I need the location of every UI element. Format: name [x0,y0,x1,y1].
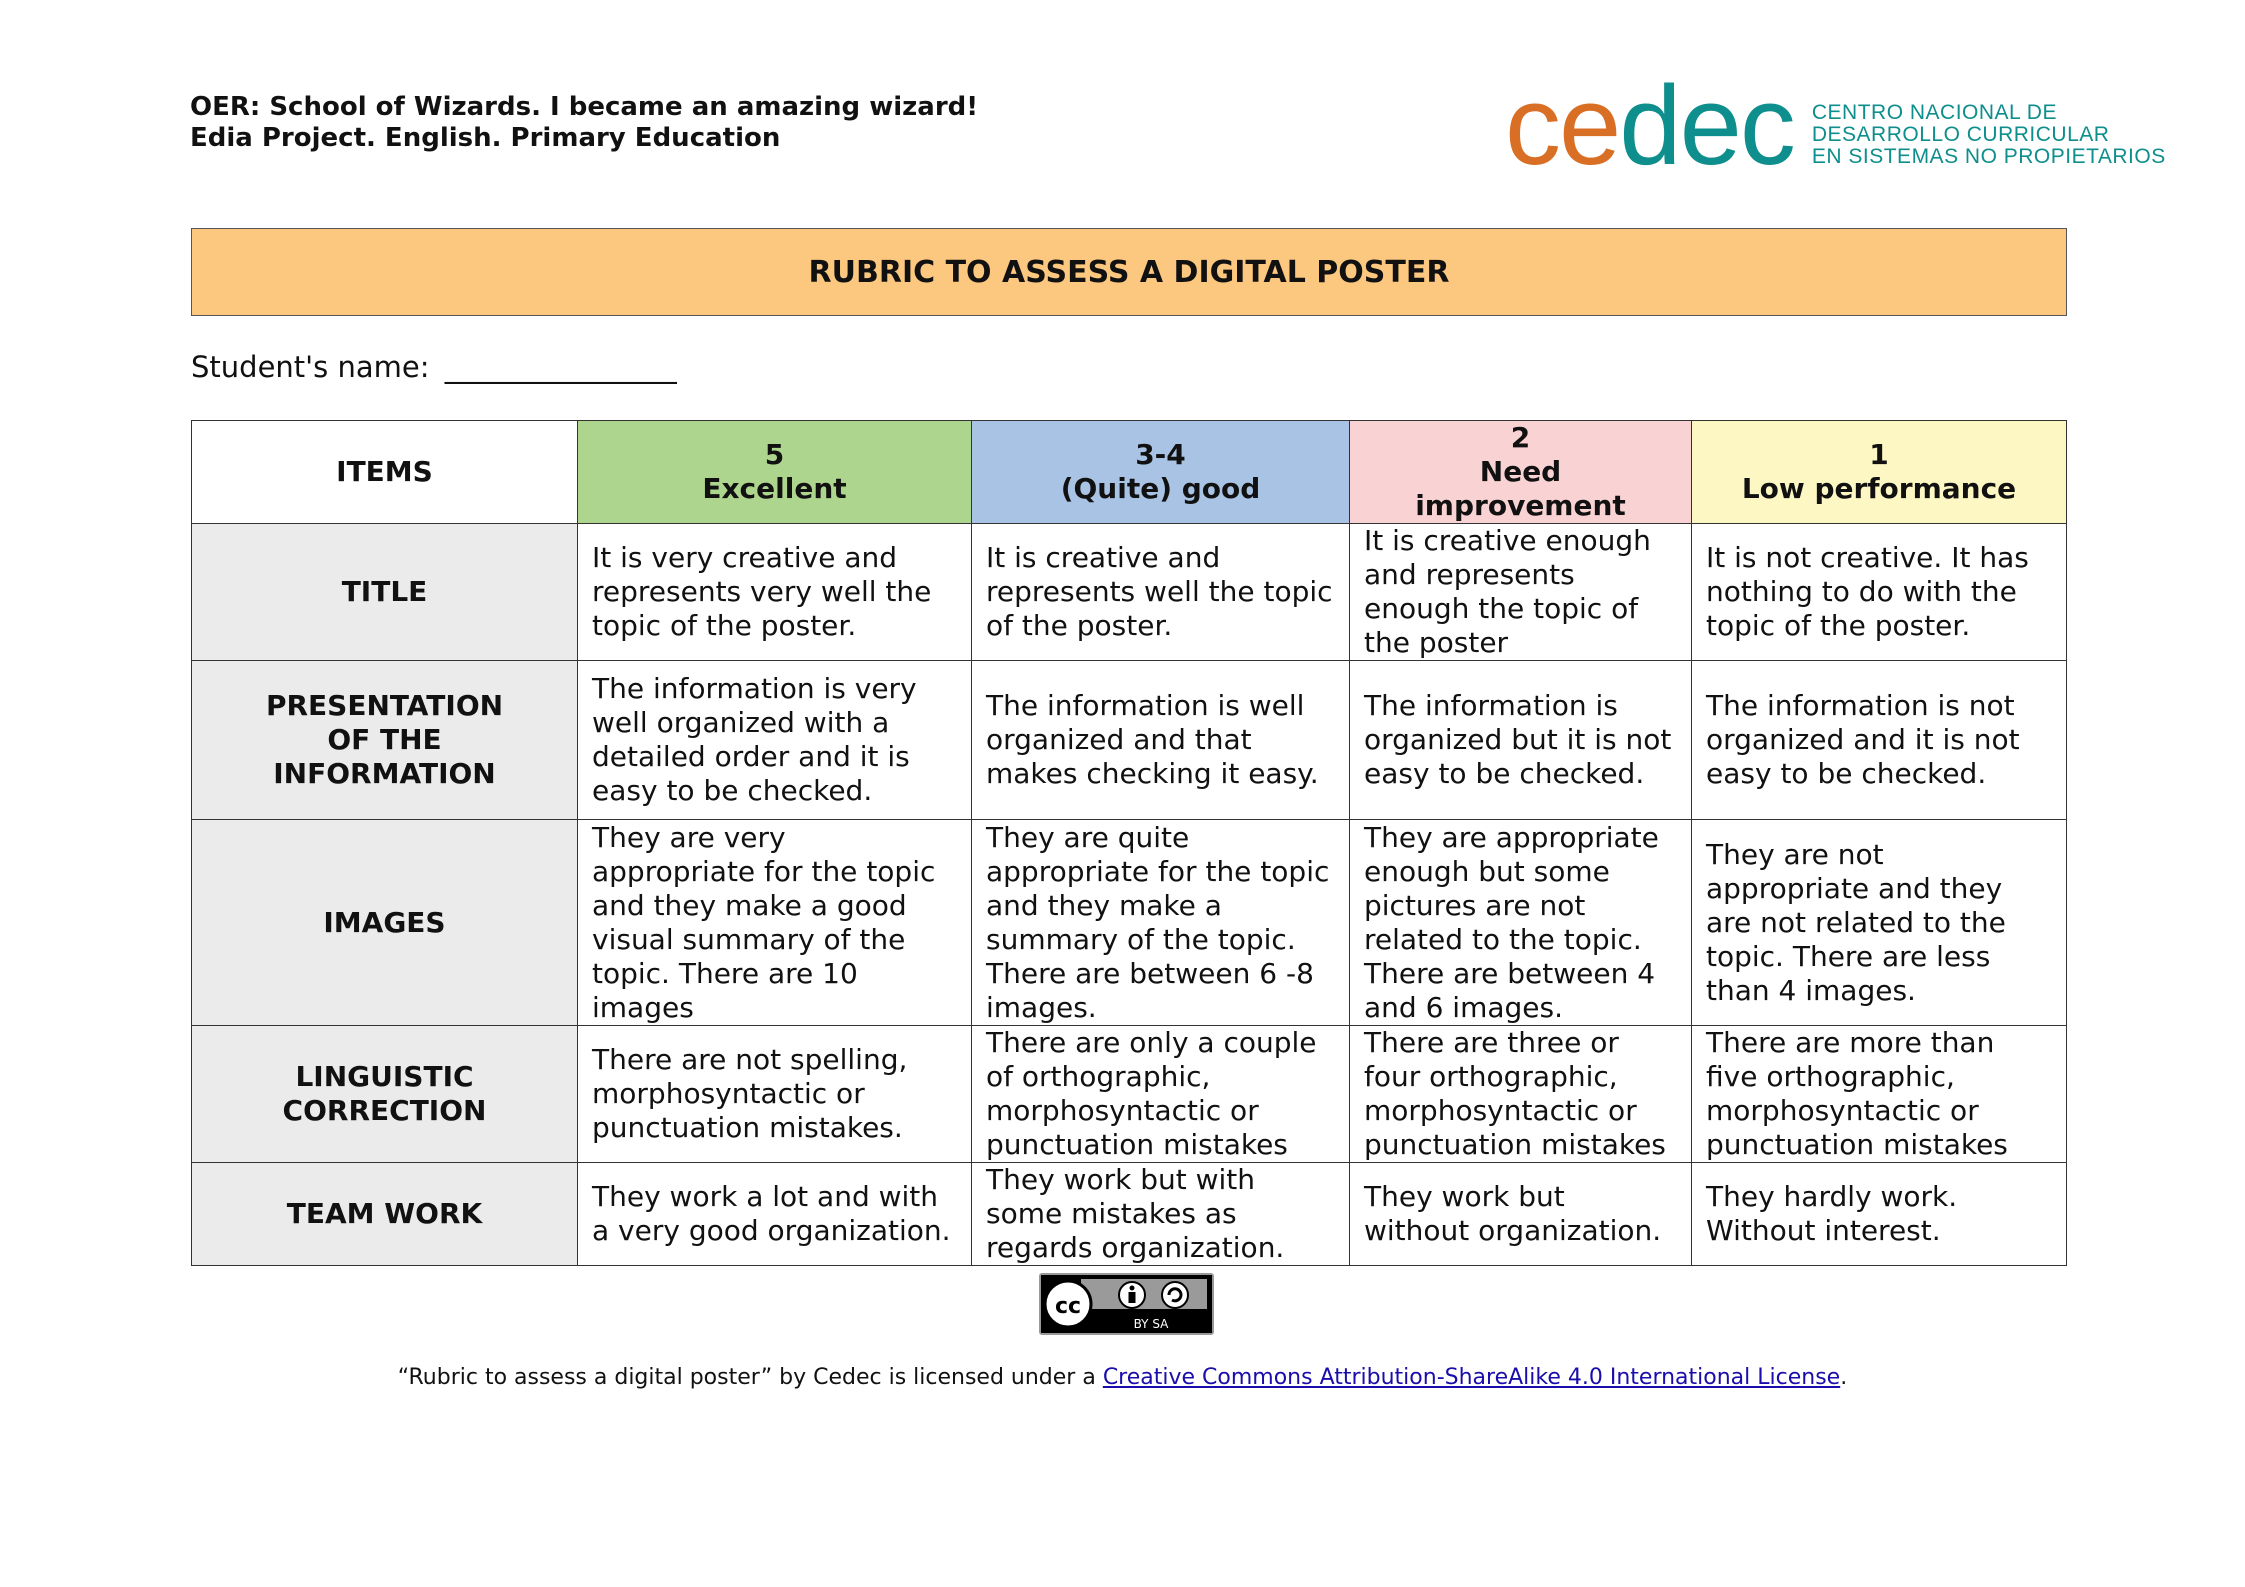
cell-score-5: It is very creative and represents very well the topic of the poster. [578,524,972,661]
license-link[interactable]: Creative Commons Attribution-ShareAlike 4.0 International License [1102,1365,1841,1390]
table-row [192,661,2067,820]
cell-score-2: They are appropriate enough but some pictures are not related to the topic. There are between 4 and 6 images. [1350,820,1692,1026]
cell-score-5: There are not spelling, morphosyntactic or punctuation mistakes. [578,1026,972,1163]
cedec-logo [1505,63,2166,188]
cell-score-5: They are very appropriate for the topic and they make a good visual summary of the topic. There are 10 images [578,820,972,1026]
svg-text:cc: cc [1054,1294,1082,1319]
cell-score-3-4: It is creative and represents well the topic of the poster. [972,524,1350,661]
header-level: Low performance [1741,472,2017,505]
row-item-team-work: TEAM WORK [192,1163,578,1266]
logo-word-part-orange: ce [1505,63,1620,188]
table-row [192,1163,2067,1266]
tagline-line: CENTRO NACIONAL DE [1811,101,2057,124]
header-level: (Quite) good [1060,472,1261,505]
cell-score-3-4: They are quite appropriate for the topic and they make a summary of the topic. There are between 6 -8 images. [972,820,1350,1026]
student-name-blank: ________________ [444,350,677,384]
cell-score-1: It is not creative. It has nothing to do with the topic of the poster. [1692,524,2067,661]
rubric-title: RUBRIC TO ASSESS A DIGITAL POSTER [808,254,1450,290]
header-score-1 [1692,421,2067,524]
header-level: Excellent [702,472,847,505]
cedec-logo-tagline [1812,102,2166,168]
header-items [192,421,578,524]
cell-score-5: The information is very well organized with a detailed order and it is easy to be checked. [578,661,972,820]
rubric-title-banner [191,228,2067,316]
cell-score-1: The information is not organized and it is not easy to be checked. [1692,661,2067,820]
cell-score-2: They work but without organization. [1350,1163,1692,1266]
header-items-label: ITEMS [336,455,433,488]
cell-score-3-4: They work but with some mistakes as regards organization. [972,1163,1350,1266]
student-name-line [191,350,677,384]
license-suffix: . [1840,1365,1848,1390]
table-row [192,1026,2067,1163]
header-score: 3-4 [1135,438,1186,471]
cell-score-1: They hardly work. Without interest. [1692,1163,2067,1266]
cell-score-2: It is creative enough and represents enough the topic of the poster [1350,524,1692,661]
logo-word-part-teal: dec [1619,63,1794,188]
cell-score-5: They work a lot and with a very good organization. [578,1163,972,1266]
header-line-oer: OER: School of Wizards. I became an amazing wizard! [190,92,979,122]
table-row [192,524,2067,661]
header-line-project: Edia Project. English. Primary Education [190,123,781,153]
tagline-line: EN SISTEMAS NO PROPIETARIOS [1811,145,2166,168]
badge-label: BY SA [1133,1317,1169,1331]
document-header [190,92,978,154]
header-score: 2 [1510,421,1531,454]
row-item-linguistic: LINGUISTIC CORRECTION [192,1026,578,1163]
header-score-5 [578,421,972,524]
header-row [192,421,2067,524]
license-prefix: “Rubric to assess a digital poster” by Cedec is licensed under a [397,1365,1103,1390]
student-name-label: Student's name: [191,350,430,384]
cc-by-sa-icon [1041,1275,1212,1333]
cc-by-sa-badge[interactable] [1039,1273,1214,1335]
cell-score-2: There are three or four orthographic, morphosyntactic or punctuation mistakes [1350,1026,1692,1163]
row-item-title: TITLE [192,524,578,661]
header-score-3-4 [972,421,1350,524]
cell-score-1: There are more than five orthographic, morphosyntactic or punctuation mistakes [1692,1026,2067,1163]
header-score-2 [1350,421,1692,524]
header-score: 5 [764,438,785,471]
row-item-images: IMAGES [192,820,578,1026]
cell-score-3-4: There are only a couple of orthographic, morphosyntactic or punctuation mistakes [972,1026,1350,1163]
header-score: 1 [1869,438,1889,471]
row-item-presentation: PRESENTATION OF THE INFORMATION [192,661,578,820]
cell-score-3-4: The information is well organized and that makes checking it easy. [972,661,1350,820]
license-line [0,1365,2245,1390]
cell-score-2: The information is organized but it is not easy to be checked. [1350,661,1692,820]
header-level: Need improvement [1415,455,1626,522]
table-row [192,820,2067,1026]
tagline-line: DESARROLLO CURRICULAR [1811,123,2110,146]
cedec-logo-word [1505,63,1794,188]
cell-score-1: They are not appropriate and they are not related to the topic. There are less than 4 images. [1692,820,2067,1026]
rubric-table [191,420,2067,1266]
